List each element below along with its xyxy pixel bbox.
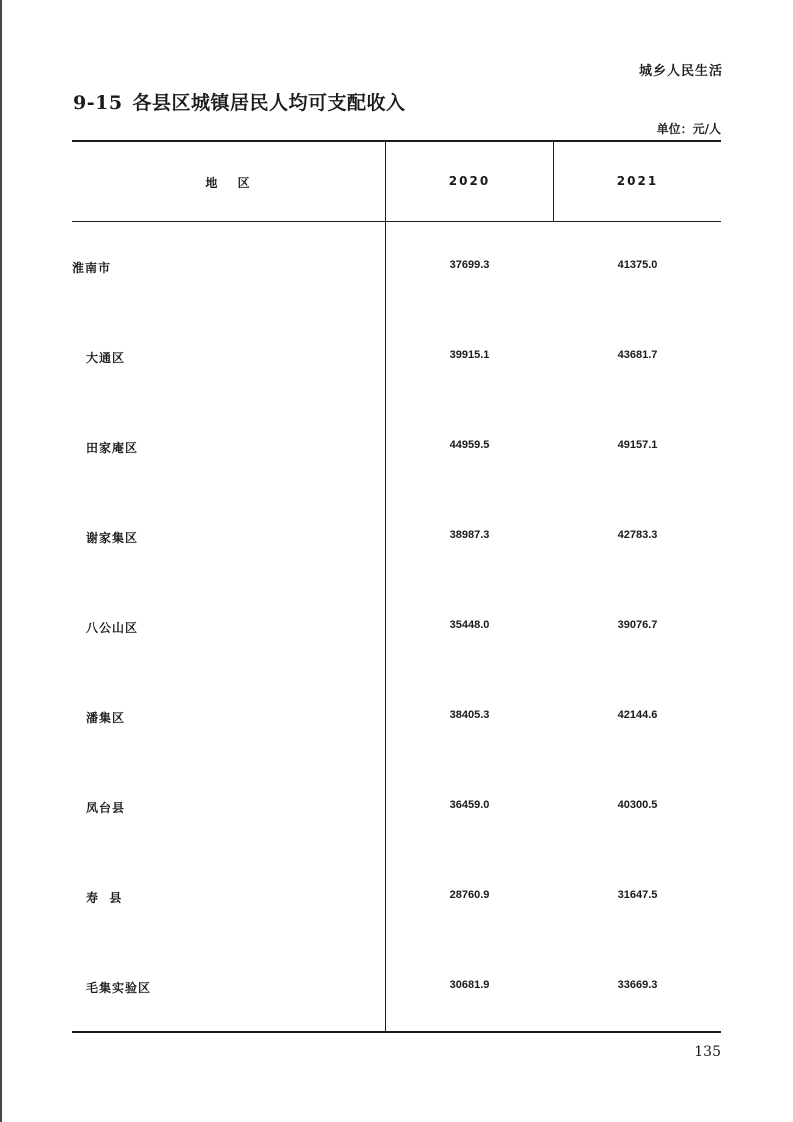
value-2021: 42783.3 bbox=[617, 529, 658, 541]
table-title-text: 各县区城镇居民人均可支配收入 bbox=[132, 92, 406, 114]
table-row bbox=[72, 799, 721, 819]
value-2020: 35448.0 bbox=[449, 619, 490, 631]
region-name: 淮南市 bbox=[72, 261, 112, 275]
section-header: 城乡人民生活 bbox=[638, 64, 723, 79]
page-edge-line bbox=[0, 0, 2, 1122]
table-bottom-rule bbox=[72, 1031, 721, 1033]
value-2020: 44959.5 bbox=[449, 439, 490, 451]
table-row bbox=[72, 979, 721, 999]
value-2021: 31647.5 bbox=[617, 889, 658, 901]
region-name: 潘集区 bbox=[86, 711, 126, 725]
table-row bbox=[72, 619, 721, 639]
region-name: 田家庵区 bbox=[86, 441, 139, 455]
value-2020: 39915.1 bbox=[449, 349, 490, 361]
table-row bbox=[72, 259, 721, 279]
value-2021: 42144.6 bbox=[617, 709, 658, 721]
table-header-rule bbox=[72, 221, 721, 222]
value-2021: 41375.0 bbox=[617, 259, 658, 271]
page-number: 135 bbox=[694, 1044, 721, 1060]
value-2021: 43681.7 bbox=[617, 349, 658, 361]
value-2021: 39076.7 bbox=[617, 619, 658, 631]
value-2020: 38405.3 bbox=[449, 709, 490, 721]
table-row bbox=[72, 709, 721, 729]
value-2020: 28760.9 bbox=[449, 889, 490, 901]
table-top-rule bbox=[72, 140, 721, 142]
column-header-region: 地 区 bbox=[205, 176, 252, 190]
value-2021: 49157.1 bbox=[617, 439, 658, 451]
region-name: 毛集实验区 bbox=[86, 981, 152, 995]
region-name: 凤台县 bbox=[86, 801, 126, 815]
column-header-2021: 2021 bbox=[616, 174, 659, 188]
value-2021: 40300.5 bbox=[617, 799, 658, 811]
value-2020: 30681.9 bbox=[449, 979, 490, 991]
region-name: 八公山区 bbox=[86, 621, 139, 635]
region-name: 寿 县 bbox=[86, 891, 123, 905]
page-title bbox=[73, 88, 406, 115]
table-number: 9-15 bbox=[73, 92, 123, 114]
value-2021: 33669.3 bbox=[617, 979, 658, 991]
region-name: 大通区 bbox=[86, 351, 126, 365]
value-2020: 36459.0 bbox=[449, 799, 490, 811]
unit-label: 单位：元/人 bbox=[656, 122, 721, 136]
table-row bbox=[72, 529, 721, 549]
column-header-2020: 2020 bbox=[448, 174, 491, 188]
table-row bbox=[72, 349, 721, 369]
table-row bbox=[72, 889, 721, 909]
value-2020: 37699.3 bbox=[449, 259, 490, 271]
table-row bbox=[72, 439, 721, 459]
value-2020: 38987.3 bbox=[449, 529, 490, 541]
region-name: 谢家集区 bbox=[86, 531, 139, 545]
